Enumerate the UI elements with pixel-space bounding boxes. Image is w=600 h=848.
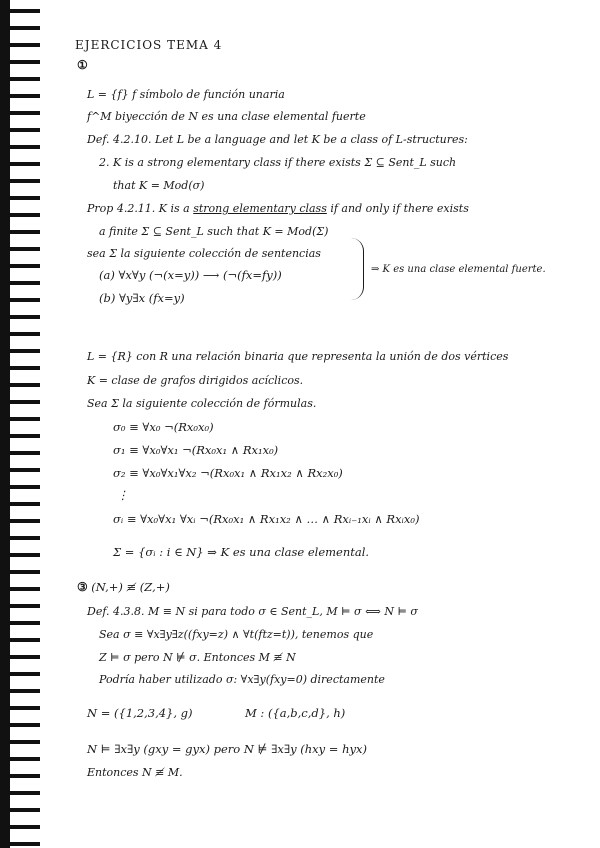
ex1-def-item-2: 2. K is a strong elementary class if there exists Σ ⊆ Sent_L such	[99, 156, 457, 169]
ex1-line-2: f^M biyección de N es una clase elemental fuerte	[87, 110, 366, 123]
ex2-sigma-0: σ₀ ≡ ∀x₀ ¬(Rx₀x₀)	[113, 420, 214, 434]
ex1-conclusion: ⇒ K es una clase elemental fuerte.	[371, 264, 546, 275]
ex3-structure-n: N = ({1,2,3,4}, g)	[87, 706, 193, 720]
prop-underlined: strong elementary class	[193, 202, 327, 215]
exercise-1-number: ①	[77, 58, 88, 72]
ex1-definition: Def. 4.2.10. Let L be a language and let K be a class of L-structures:	[87, 133, 468, 146]
spiral-binding	[0, 0, 40, 848]
exercise-3-number: ③	[77, 580, 88, 594]
notebook-page	[55, 0, 595, 848]
ex2-sigma-1: σ₁ ≡ ∀x₀∀x₁ ¬(Rx₀x₁ ∧ Rx₁x₀)	[113, 443, 279, 457]
ex3-comparison: N ⊨ ∃x∃y (gxy = gyx) pero N ⊭ ∃x∃y (hxy = hyx)	[87, 742, 367, 756]
ex2-sigma-2: σ₂ ≡ ∀x₀∀x₁∀x₂ ¬(Rx₀x₁ ∧ Rx₁x₂ ∧ Rx₂x₀)	[113, 466, 343, 480]
ex3-alternative: Podría haber utilizado σ: ∀x∃y(fxy=0) directamente	[99, 673, 385, 686]
curly-brace	[351, 238, 364, 300]
page-title: EJERCICIOS TEMA 4	[75, 38, 223, 52]
ex2-sigma-i: σᵢ ≡ ∀x₀∀x₁ ∀xᵢ ¬(Rx₀x₁ ∧ Rx₁x₂ ∧ … ∧ Rxᵢ₋₁xᵢ ∧ Rxᵢx₀)	[113, 512, 420, 526]
exercise-3-header	[77, 580, 170, 594]
ex1-sentence-b: (b) ∀y∃x (fx=y)	[99, 291, 185, 305]
ex1-proposition	[87, 202, 469, 215]
ex1-sentence-a: (a) ∀x∀y (¬(x=y)) ⟶ (¬(fx=fy))	[99, 268, 282, 282]
ex2-line-1: L = {R} con R una relación binaria que representa la unión de dos vértices	[87, 350, 509, 363]
ex2-line-3: Sea Σ la siguiente colección de fórmulas.	[87, 397, 317, 410]
ex1-def-item-2-cont: that K = Mod(σ)	[113, 179, 205, 192]
ex3-consequence: Z ⊨ σ pero N ⊭ σ. Entonces M ≢ N	[99, 651, 296, 664]
ex2-dots: ⋮	[117, 488, 129, 502]
ex3-structure-m: M : ({a,b,c,d}, h)	[245, 706, 346, 720]
ex2-conclusion: Σ = {σᵢ : i ∈ N} ⇒ K es una clase elemental.	[113, 545, 370, 559]
prop-label: Prop 4.2.11. K is a	[87, 202, 190, 215]
ex2-line-2: K = clase de grafos dirigidos acíclicos.	[87, 374, 304, 387]
ex1-proposition-cont: a finite Σ ⊆ Sent_L such that K = Mod(Σ)	[99, 225, 329, 238]
ex3-definition: Def. 4.3.8. M ≡ N si para todo σ ∈ Sent_L, M ⊨ σ ⟺ N ⊨ σ	[87, 605, 418, 618]
ex1-sentences-intro: sea Σ la siguiente colección de sentencias	[87, 247, 321, 260]
exercise-3-statement: (N,+) ≢ (Z,+)	[91, 580, 170, 594]
ex3-conclusion: Entonces N ≢ M.	[87, 766, 183, 779]
prop-rest: if and only if there exists	[330, 202, 469, 215]
ex3-sigma: Sea σ ≡ ∀x∃y∃z((fxy=z) ∧ ∀t(ftz=t)), tenemos que	[99, 628, 374, 641]
ex1-line-1: L = {f} f símbolo de función unaria	[87, 88, 285, 101]
